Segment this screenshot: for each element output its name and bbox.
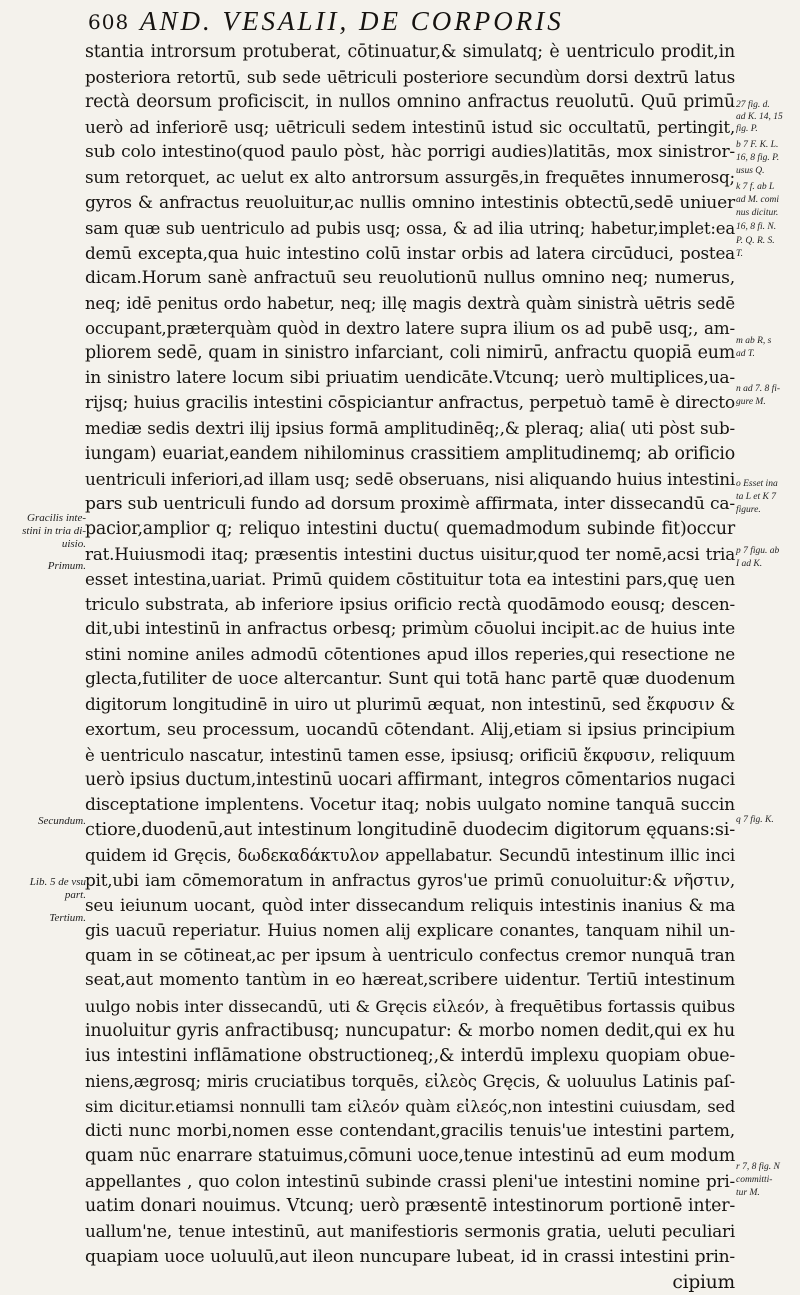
margin-note: 27 fig. d. [736,100,770,110]
margin-note: gure M. [736,397,766,407]
margin-note: Secundum. [38,815,86,827]
text-line: esset intestina,uariat. Primū quidem cōstituitur tota ea intestini pars,quę uen [85,568,735,589]
text-line: sim dicitur.etiamsi nonnulli tam εἰλεόν quàm εἰλεός,non intestini cuiusdam, sed [85,1096,735,1116]
text-line: quam in se cōtineat,ac per ipsum à uentriculo confectus cremor nunquā tran [85,945,735,966]
margin-note: usus Q. [736,166,765,176]
margin-note: ta L et K 7 [736,492,776,502]
text-line: rat.Huiusmodi itaq; præsentis intestini ductus uisitur,quod ter nomē,acsi tria [85,543,735,564]
margin-note: uisio. [61,538,86,550]
margin-note: n ad 7. 8 fi- [736,384,781,394]
text-line: quapiam uoce uoluulū,aut ileon nuncupare lubeat, id in crassi intestini prin- [85,1246,735,1267]
text-line: appellantes , quo colon intestinū subinde crassi pleni'ue intestini nomine pri- [85,1171,735,1192]
margin-note: Primum. [47,560,86,572]
text-line: in sinistro latere locum sibi priuatim uendicāte.Vtcunq; uerò multiplices,ua- [85,368,735,389]
margin-note: I ad K. [736,559,763,569]
margin-note: stini in tria di- [22,525,86,537]
margin-note: Lib. 5 de vsu [29,876,86,888]
margin-note: Gracilis inte- [27,512,86,524]
text-line: inuoluitur gyris anfractibusq; nuncupatur: & morbo nomen dedit,qui ex hu [85,1020,735,1041]
text-line: gyros & anfractus reuoluitur,ac nullis omnino intestinis obtectū,sedē uniuer [85,192,735,213]
text-line: stantia introrsum protuberat, cōtinuatur,& simulatq; è uentriculo prodit,in [85,42,735,62]
running-head [88,4,768,38]
margin-note: m ab R, s [736,336,772,346]
margin-note: figure. [736,505,761,515]
margin-note: p 7 figu. ab [736,546,780,556]
text-line: dicti nunc morbi,nomen esse contendant,gracilis tenuis'ue intestini partem, [85,1121,735,1142]
text-line: stini nomine aniles admodū cōtentiones apud illos reperies,qui resectione ne [85,644,735,665]
margin-note: P. Q. R. S. [736,236,775,246]
text-line: pacior,amplior q; reliquo intestini ductu( quemadmodum subinde fit)occur [85,518,735,539]
text-line: sub colo intestino(quod paulo pòst, hàc porrigi audies)latitās, mox sinistror- [85,142,735,163]
text-line: pit,ubi iam cōmemoratum in anfractus gyros'ue primū conuoluitur:& νῆστιν, [85,870,735,891]
text-line: posteriora retortū, sub sede uētriculi posteriore secundùm dorsi dextrū latus [85,67,735,88]
text-line: demū excepta,qua huic intestino colū instar orbis ad latera circūduci, postea [85,242,735,263]
text-line: uallum'ne, tenue intestinū, aut manifestioris sermonis gratia, ueluti peculiari [85,1221,735,1242]
margin-note: tur M. [736,1188,760,1198]
margin-note: k 7 f. ab L [736,182,775,192]
text-line: uulgo nobis inter dissecandū, uti & Gręcis εἰλεόν, à frequētibus fortassis quibus [85,996,735,1016]
text-line: exortum, seu processum, uocandū cōtendant. Alij,etiam si ipsius principium [85,719,735,740]
text-line: è uentriculo nascatur, intestinū tamen esse, ipsiusq; orificiū ἔκφυσιν, reliquum [85,745,735,765]
text-line: glecta,futiliter de uoce altercantur. Sunt qui totā hanc partē quæ duodenum [85,669,735,690]
text-line: sum retorquet, ac uelut ex alto antrorsum assurgēs,in frequētes innumerosq; [85,167,735,188]
margin-note: ad K. 14, 15 [736,112,783,122]
margin-note: committi- [736,1175,773,1185]
text-line: dit,ubi intestinū in anfractus orbesq; primùm cōuolui incipit.ac de huius inte [85,619,735,640]
right-margin-notes [734,0,800,1251]
text-line: uentriculi inferiori,ad illam usq; sedē obseruans, nisi aliquando huius intestini [85,468,735,489]
margin-note: ad M. comi [736,195,780,205]
text-line: occupant,præterquàm quòd in dextro latere supra ilium os ad pubē usq;, am- [85,318,735,339]
margin-note: r 7, 8 fig. N [736,1162,780,1172]
margin-note: T. [736,249,743,259]
margin-note: b 7 F. K. L. [736,140,779,150]
text-line: neq; idē penitus ordo habetur, neq; illę magis dextrà quàm sinistrà uētris sedē [85,293,735,313]
margin-note: part. [64,889,86,901]
text-line: sam quæ sub uentriculo ad pubis usq; ossa, & ad ilia utrinq; habetur,implet:ea [85,218,735,238]
text-line: dicam.Horum sanè anfractuū seu reuolutionū nullus omnino neq; numerus, [85,267,735,288]
text-line: disceptatione implentens. Vocetur itaq; nobis uulgato nomine tanquā succin [85,794,735,815]
text-line: uerò ipsius ductum,intestinū uocari affirmant, integros cōmentarios nugaci [85,769,735,790]
left-margin-notes [0,0,92,1251]
margin-note: ad T. [736,349,755,359]
margin-note: 16, 8 fig. P. [736,153,780,163]
body-text [85,40,735,1295]
text-line: pliorem sedē, quam in sinistro infarciant, coli nimirū, anfractu quopiā eum [85,343,735,364]
text-line: iungam) euariat,eandem nihilominus crassitiem amplitudinemq; ab orificio [85,443,735,464]
margin-note: nus dicitur. [736,208,779,218]
text-line: seat,aut momento tantùm in eo hæreat,scribere uidentur. Tertiū intestinum [85,970,735,991]
text-line: quam nūc enarrare statuimus,cōmuni uoce,tenue intestinū ad eum modum [85,1146,735,1167]
text-line: ius intestini inflāmatione obstructioneq;,& interdū implexu quopiam obue- [85,1045,735,1066]
text-line: ctiore,duodenū,aut intestinum longitudinē duodecim digitorum ęquans:si- [85,819,735,840]
text-line: mediæ sedis dextri ilij ipsius formā amplitudinēq;,& pleraq; alia( uti pòst sub- [85,418,735,439]
text-line: seu ieiunum uocant, quòd inter dissecandum reliquis intestinis inanius & ma [85,895,735,916]
text-line: rijsq; huius gracilis intestini cōspiciantur anfractus, perpetuò tamē è directo [85,393,735,414]
page-number: 608 [88,10,130,34]
margin-note: 16, 8 fi. N. [736,222,777,232]
text-line: uatim donari nouimus. Vtcunq; uerò præsentē intestinorum portionē inter- [85,1196,735,1217]
text-line: uerò ad inferiorē usq; uētriculi sedem intestinū istud sic occultatū, pertingit, [85,117,735,138]
margin-note: Tertium. [49,912,86,924]
text-line: digitorum longitudinē in uiro ut plurimū æquat, non intestinū, sed ἔκφυσιν & [85,694,735,715]
text-line: cipium [672,1271,735,1293]
text-line: quidem id Gręcis, δωδεκαδάκτυλον appellabatur. Secundū intestinum illic inci [85,846,735,865]
text-line: triculo substrata, ab inferiore ipsius orificio rectà quodāmodo eousq; descen- [85,594,735,615]
running-title: AND. VESALII, DE CORPORIS [140,6,564,36]
margin-note: fig. P. [736,124,758,134]
margin-note: q 7 fig. K. [736,815,774,825]
text-line: niens,ægrosq; miris cruciatibus torquēs, εἰλεὸς Gręcis, & uoluulus Latinis paſ- [85,1071,735,1091]
text-line: gis uacuū reperiatur. Huius nomen alij explicare conantes, tanquam nihil un- [85,920,735,941]
text-line: pars sub uentriculi fundo ad dorsum proximè affirmata, inter dissecandū ca- [85,493,735,514]
margin-note: o Esset ina [736,479,778,489]
text-line: rectà deorsum proficiscit, in nullos omnino anfractus reuolutū. Quū primū [85,92,735,113]
